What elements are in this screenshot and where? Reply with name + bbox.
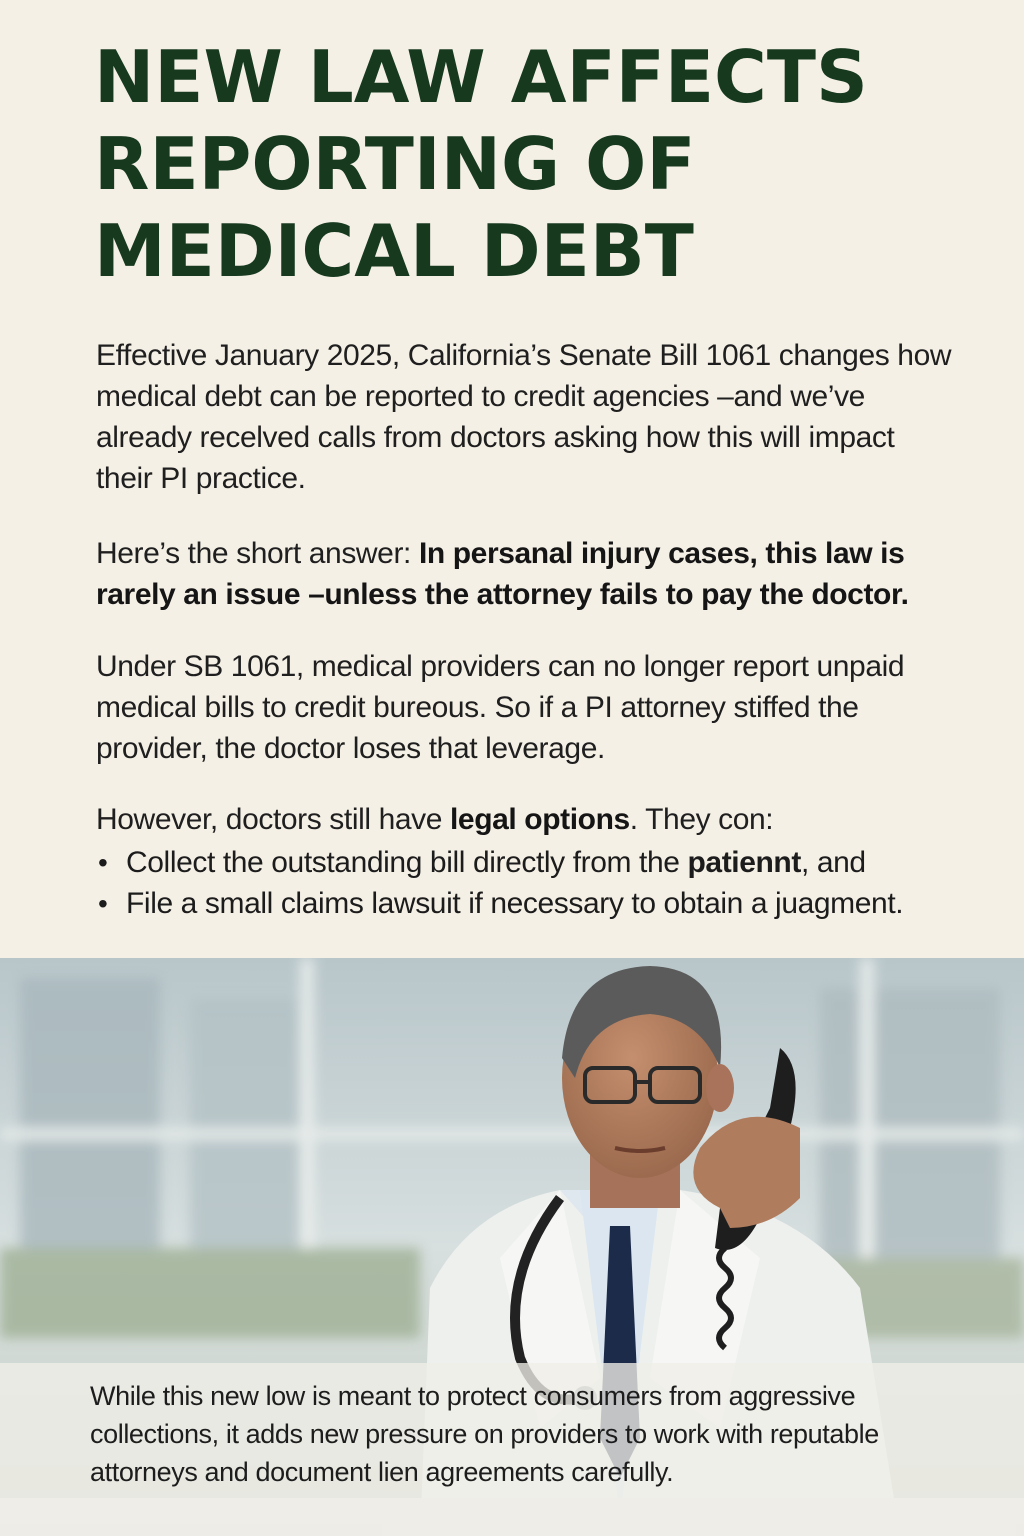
list-item-lead: Collect the outstanding bill directly from the — [126, 846, 688, 879]
short-answer-bold: In persanal injury cases, this law is rarely an issue –unless the attorney fails to pay the doctor. — [96, 537, 909, 611]
options-lead: However, doctors still have — [96, 803, 450, 836]
headline: NEW LAW AFFECTS REPORTING OF MEDICAL DEBT — [94, 35, 868, 293]
list-item-tail: , and — [800, 846, 866, 879]
intro-paragraph: Effective January 2025, California’s Senate Bill 1061 changes how medical debt can be reported to credit agencies –and we’ve already recelved calls from doctors asking how this will impact their PI practice. — [96, 339, 952, 495]
bullet-icon: • — [98, 888, 108, 919]
list-item — [96, 883, 996, 924]
options-bold: legal options — [449, 803, 630, 836]
sb1061-paragraph: Under SB 1061, medical providers can no longer report unpaid medical bills to credit bureous. So if a PI attorney stiffed the provider, the doctor loses that leverage. — [96, 650, 905, 765]
short-answer-paragraph — [96, 533, 956, 615]
list-item — [96, 842, 996, 883]
options-list — [96, 842, 996, 924]
list-item-lead: File a small claims lawsuit if necessary to obtain a juagment. — [126, 887, 904, 920]
options-paragraph — [96, 799, 956, 840]
bullet-icon: • — [98, 847, 108, 878]
short-answer-lead: Here’s the short answer: — [96, 537, 419, 570]
options-tail: . They con: — [629, 803, 774, 836]
closing-caption: While this new low is meant to protect consumers from aggressive collections, it adds new pressure on providers to work with reputable attorneys and document lien agreements carefully. — [90, 1381, 879, 1487]
list-item-bold: patiennt — [687, 846, 801, 879]
